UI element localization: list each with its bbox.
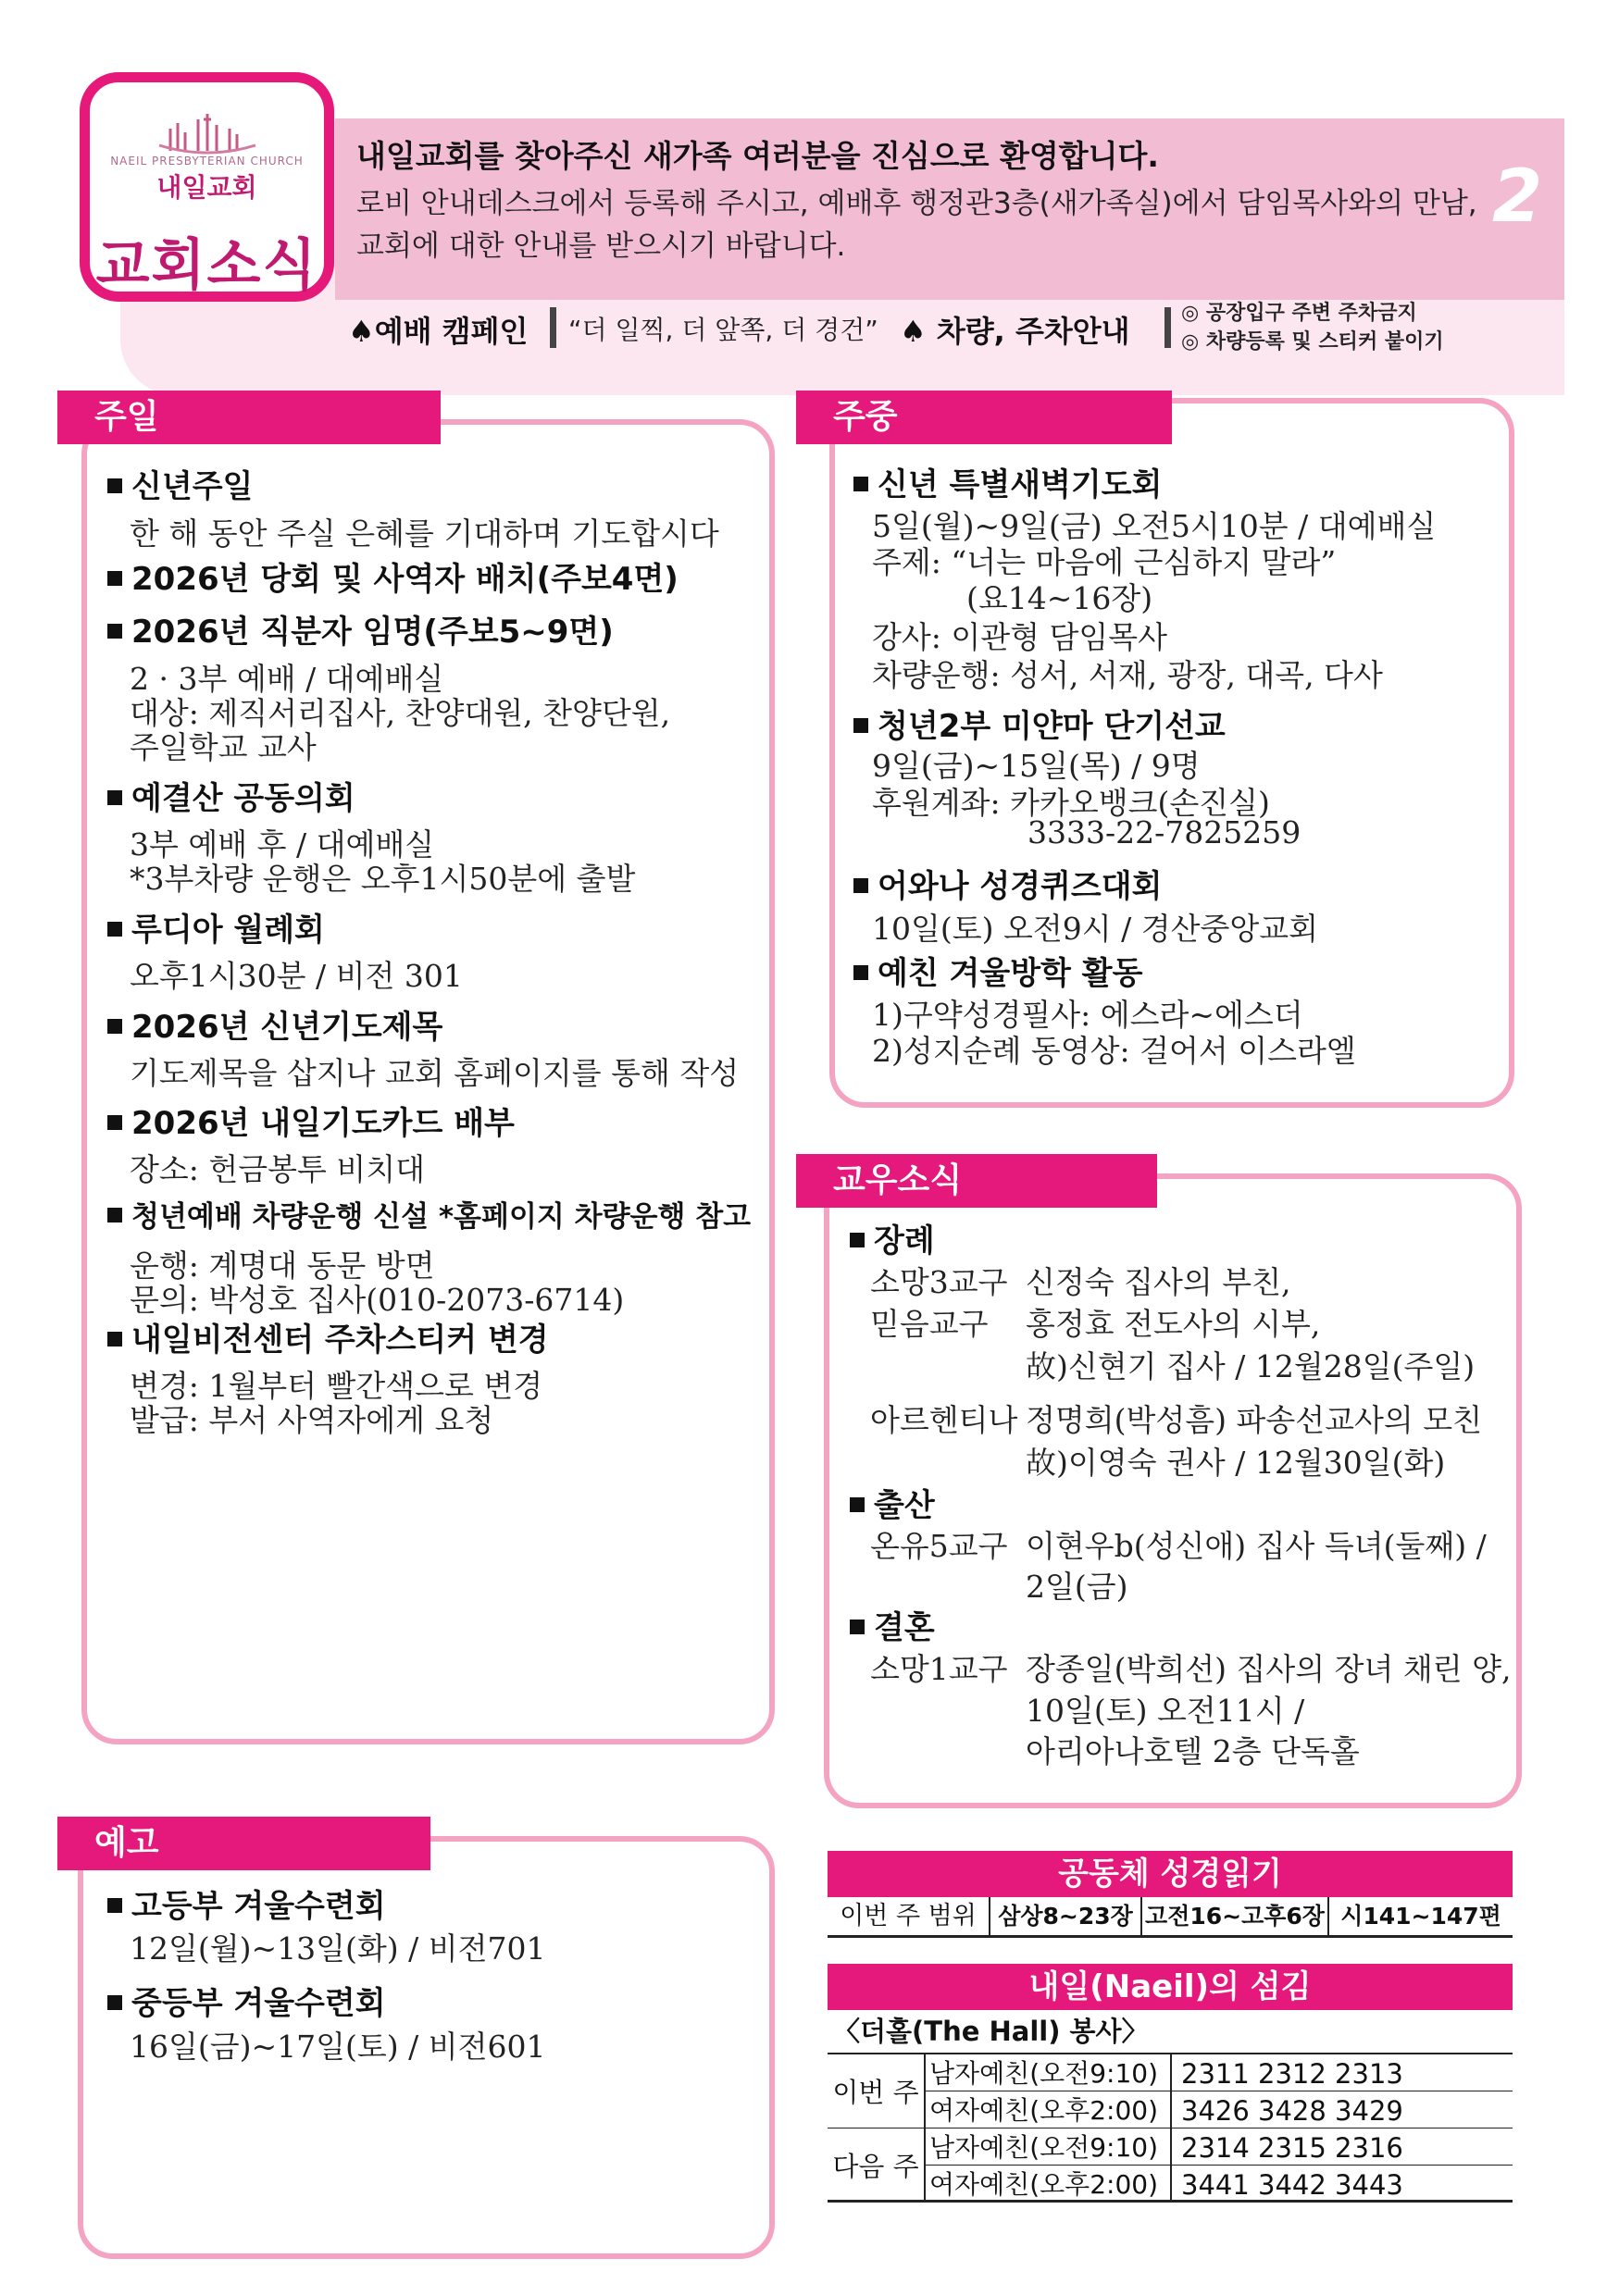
item-line: 문의: 박성호 집사(010-2073-6714): [130, 1282, 625, 1318]
notice-tab: 예고: [57, 1817, 430, 1870]
divider: [550, 307, 556, 348]
item-heading: [850, 1480, 935, 1525]
item-title: 장례: [874, 1222, 935, 1260]
item-line: 주일학교 교사: [130, 729, 317, 765]
item-line: (요14~16장): [966, 580, 1153, 616]
item-heading: [107, 1978, 386, 2023]
item-line: 신정숙 집사의 부친,: [1026, 1264, 1291, 1300]
item-heading: [107, 904, 325, 949]
sunday-tab: 주일: [57, 391, 441, 444]
item-line: 아리아나호텔 2층 단독홀: [1026, 1733, 1360, 1769]
item-heading: [107, 606, 614, 652]
item-line: 오후1시30분 / 비전 301: [130, 958, 463, 994]
item-line: 아르헨티나: [870, 1402, 1018, 1438]
item-heading: [107, 1001, 442, 1047]
item-heading: [107, 461, 253, 506]
item-line: 故)신현기 집사 / 12월28일(주일): [1026, 1348, 1476, 1384]
service-numbers: 3441 3442 3443: [1181, 2169, 1403, 2201]
welcome-line-2: 교회에 대한 안내를 받으시기 바랍니다.: [356, 230, 846, 263]
service-table: [828, 2054, 1513, 2203]
item-line: 1)구약성경필사: 에스라~에스더: [872, 997, 1303, 1033]
item-heading: [853, 948, 1142, 993]
item-line: 3333-22-7825259: [1027, 814, 1301, 850]
item-title: 신년주일: [131, 468, 254, 505]
bullet-square-icon: [850, 1233, 865, 1247]
item-title: 내일비전센터 주차스티커 변경: [131, 1322, 549, 1359]
bullet-square-icon: [853, 878, 868, 893]
item-line: 홍정효 전도사의 시부,: [1026, 1306, 1321, 1342]
item-line: 정명희(박성흠) 파송선교사의 모친: [1026, 1402, 1483, 1438]
item-line: 10일(토) 오전11시 /: [1026, 1693, 1305, 1729]
item-heading: [107, 1193, 751, 1235]
bible-reading-range: 시141~147편: [1340, 1903, 1501, 1930]
item-line: *3부차량 운행은 오후1시50분에 출발: [130, 861, 636, 897]
item-line: 운행: 계명대 동문 방면: [130, 1247, 435, 1284]
bible-reading-range: 고전16~고후6장: [1142, 1897, 1329, 1936]
bullet-square-icon: [853, 718, 868, 733]
item-heading: [853, 701, 1226, 746]
divider: [1164, 307, 1171, 348]
bullet-square-icon: [107, 1898, 122, 1913]
campaign-quote: “더 일찍, 더 앞쪽, 더 경건”: [568, 315, 878, 345]
item-title: 루디아 월례회: [131, 912, 325, 949]
item-heading: [850, 1215, 935, 1260]
item-line: 한 해 동안 주실 은혜를 기대하며 기도합시다: [130, 515, 719, 552]
item-title: 청년2부 미얀마 단기선교: [878, 708, 1226, 745]
bible-reading-label: 이번 주 범위: [828, 1897, 990, 1936]
item-heading: [107, 1880, 386, 1926]
item-heading: [850, 1602, 935, 1647]
bullet-square-icon: [107, 1019, 122, 1034]
item-line: 소망1교구: [870, 1651, 1008, 1687]
bullet-square-icon: [850, 1620, 865, 1634]
item-line: 3부 예배 후 / 대예배실: [130, 826, 435, 863]
item-line: 2 · 3부 예배 / 대예배실: [130, 661, 444, 697]
campaign-label: ♠예배 캠페인: [348, 314, 529, 349]
item-line: 故)이영숙 권사 / 12월30일(화): [1026, 1445, 1446, 1481]
item-title: 2026년 직분자 임명(주보5~9면): [131, 614, 614, 651]
item-title: 중등부 겨울수련회: [131, 1985, 386, 2022]
item-heading: [107, 1314, 549, 1359]
item-title: 2026년 신년기도제목: [131, 1009, 443, 1046]
item-line: 변경: 1월부터 빨간색으로 변경: [130, 1368, 543, 1404]
service-subtitle-row: [828, 2010, 1513, 2054]
item-heading: [107, 773, 355, 818]
church-building-icon: [90, 110, 324, 156]
service-group: 여자예친(오후2:00): [929, 2169, 1159, 2200]
service-group: 남자예친(오전9:10): [929, 2058, 1159, 2089]
item-line: 16일(금)~17일(토) / 비전601: [130, 2029, 546, 2065]
item-line: 10일(토) 오전9시 / 경산중앙교회: [872, 911, 1318, 947]
item-title: 출산: [874, 1487, 935, 1524]
bullet-square-icon: [107, 624, 122, 639]
item-heading: [853, 861, 1162, 906]
bullet-square-icon: [107, 1995, 122, 2010]
logo-church-name: 내일교회: [156, 172, 257, 203]
bullet-square-icon: [107, 922, 122, 937]
parking-note-1: ◎ 공장입구 주변 주차금지: [1181, 302, 1417, 325]
item-line: 소망3교구: [870, 1264, 1008, 1300]
page-title: 교회소식: [95, 233, 318, 298]
bullet-square-icon: [107, 1332, 122, 1347]
bullet-square-icon: [107, 478, 122, 493]
weekday-tab: 주중: [796, 391, 1172, 444]
item-line: 기도제목을 삽지나 교회 홈페이지를 통해 작성: [130, 1055, 740, 1091]
service-numbers: 3426 3428 3429: [1181, 2095, 1403, 2127]
service-title: 내일(Naeil)의 섬김: [828, 1964, 1513, 2010]
item-line: 장소: 헌금봉투 비치대: [130, 1151, 425, 1187]
bullet-square-icon: [853, 965, 868, 980]
item-title: 청년예배 차량운행 신설 *홈페이지 차량운행 참고: [131, 1200, 752, 1234]
item-line: 2일(금): [1026, 1569, 1128, 1605]
bible-reading-row: [828, 1897, 1513, 1938]
item-line: 2)성지순례 동영상: 걸어서 이스라엘: [872, 1033, 1356, 1069]
service-week: 다음 주: [832, 2151, 919, 2182]
bullet-square-icon: [107, 790, 122, 805]
item-line: 이현우b(성신애) 집사 득녀(둘째) /: [1026, 1528, 1487, 1564]
item-title: 예친 겨울방학 활동: [878, 955, 1143, 992]
item-heading: [853, 459, 1162, 504]
bullet-square-icon: [107, 1208, 122, 1222]
bullet-square-icon: [107, 571, 122, 586]
item-title: 어와나 성경퀴즈대회: [878, 868, 1163, 905]
item-line: 주제: “너는 마음에 근심하지 말라”: [872, 544, 1337, 580]
item-line: 차량운행: 성서, 서재, 광장, 대곡, 다사: [872, 657, 1383, 693]
item-line: 믿음교구: [870, 1306, 989, 1342]
parking-label: ♠ 차량, 주차안내: [900, 314, 1130, 349]
item-title: 고등부 겨울수련회: [131, 1888, 386, 1925]
item-line: 발급: 부서 사역자에게 요청: [130, 1402, 494, 1438]
item-line: 장종일(박희선) 집사의 장녀 채린 양,: [1026, 1651, 1512, 1687]
item-title: 결혼: [874, 1609, 935, 1646]
bullet-square-icon: [107, 1115, 122, 1130]
item-title: 2026년 당회 및 사역자 배치(주보4면): [131, 561, 679, 598]
page-number: 2: [1492, 155, 1543, 239]
service-numbers: 2311 2312 2313: [1181, 2058, 1403, 2090]
service-group: 여자예친(오후2:00): [929, 2095, 1159, 2126]
item-line: 강사: 이관형 담임목사: [872, 619, 1167, 655]
service-numbers: 2314 2315 2316: [1181, 2132, 1403, 2164]
logo-subtext: NAEIL PRESBYTERIAN CHURCH: [110, 155, 304, 168]
bible-reading-title: 공동체 성경읽기: [828, 1851, 1513, 1897]
item-line: 온유5교구: [870, 1528, 1008, 1564]
item-heading: [107, 1098, 515, 1143]
item-title: 예결산 공동의회: [131, 780, 355, 817]
welcome-title: 내일교회를 찾아주신 새가족 여러분을 진심으로 환영합니다.: [356, 138, 1159, 174]
welcome-line-1: 로비 안내데스크에서 등록해 주시고, 예배후 행정관3층(새가족실)에서 담임목사와의 만남,: [356, 187, 1477, 220]
item-title: 신년 특별새벽기도회: [878, 466, 1163, 503]
bullet-square-icon: [850, 1497, 865, 1512]
news-tab: 교우소식: [796, 1154, 1157, 1208]
church-logo: [80, 72, 334, 302]
service-week: 이번 주: [832, 2077, 919, 2108]
item-heading: [107, 553, 679, 599]
item-line: 9일(금)~15일(목) / 9명: [872, 748, 1201, 784]
item-line: 5일(월)~9일(금) 오전5시10분 / 대예배실: [872, 508, 1437, 544]
item-line: 대상: 제직서리집사, 찬양대원, 찬양단원,: [130, 695, 671, 731]
item-title: 2026년 내일기도카드 배부: [131, 1105, 515, 1142]
service-subtitle: 〈더홀(The Hall) 봉사〉: [833, 2016, 1149, 2047]
bible-reading-range: 삼상8~23장: [990, 1897, 1142, 1936]
parking-note-2: ◎ 차량등록 및 스티커 붙이기: [1181, 330, 1444, 354]
item-line: 12일(월)~13일(화) / 비전701: [130, 1930, 546, 1967]
item-line: 후원계좌: 카카오뱅크(손진실): [872, 785, 1270, 821]
service-group: 남자예친(오전9:10): [929, 2132, 1159, 2163]
bullet-square-icon: [853, 477, 868, 491]
